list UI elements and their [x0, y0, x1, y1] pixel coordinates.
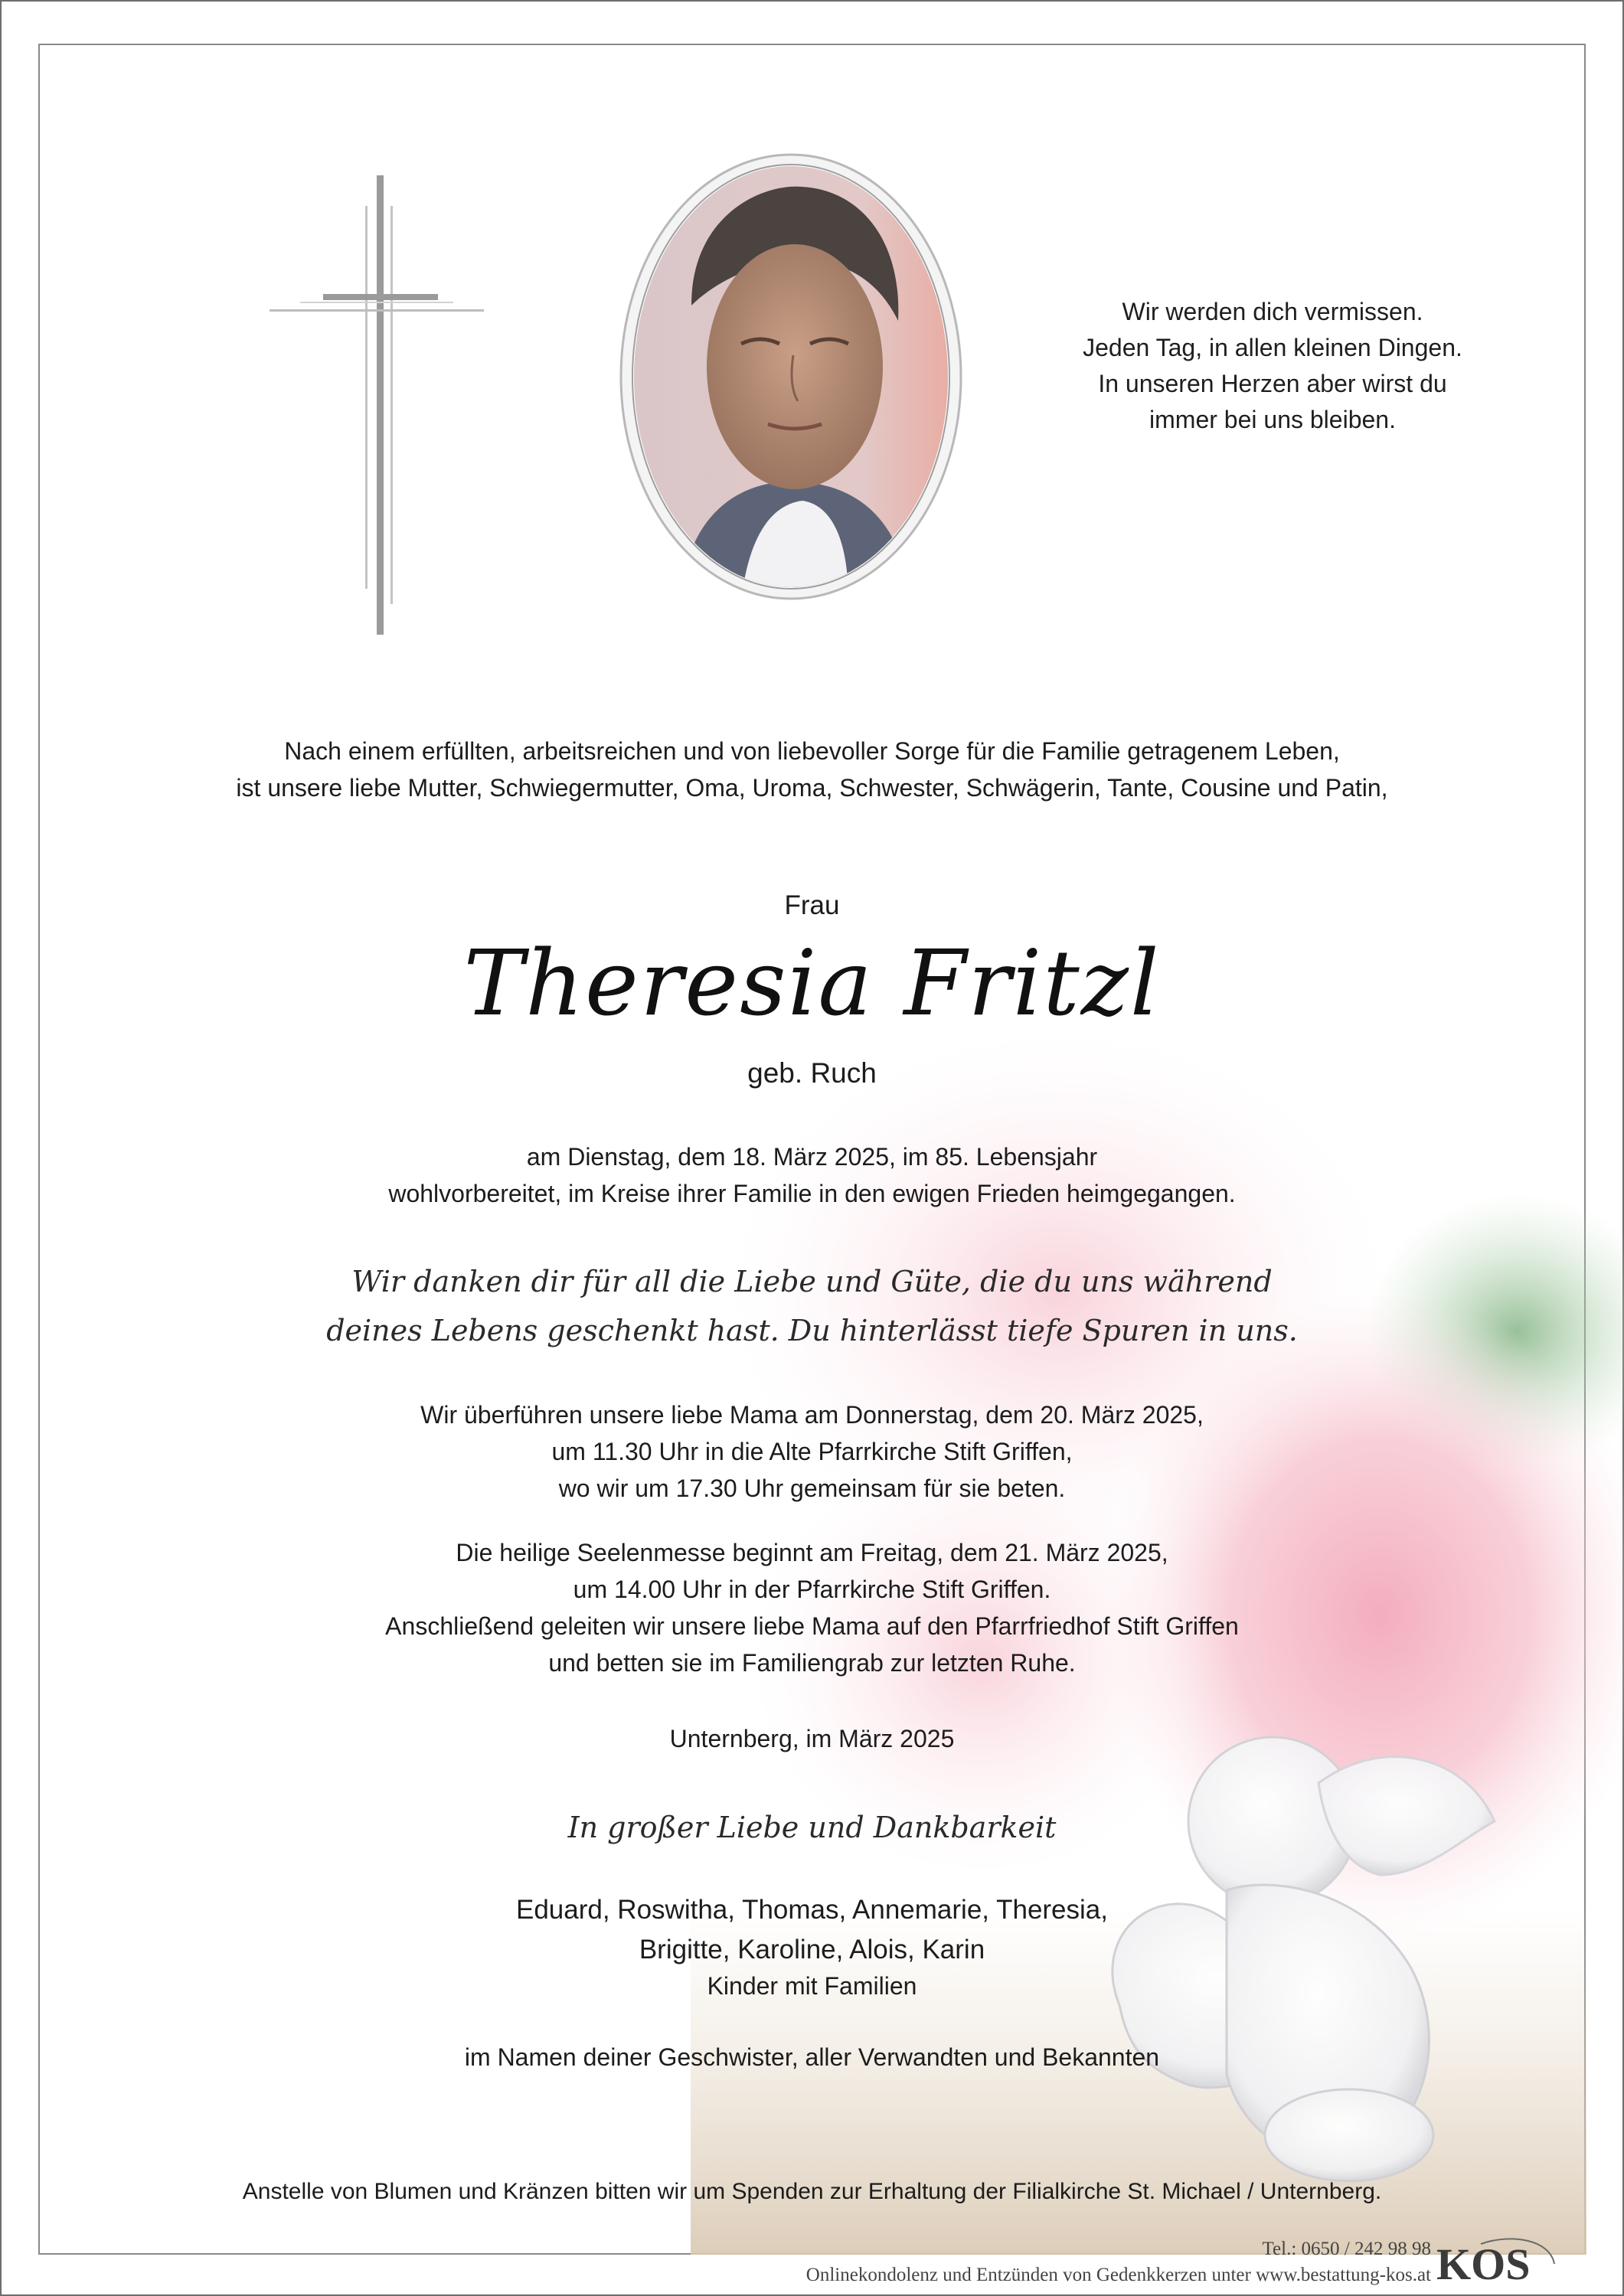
- transfer-line: um 11.30 Uhr in die Alte Pfarrkirche Stift Griffen,: [551, 1438, 1073, 1465]
- mass-info: [40, 1534, 1584, 1681]
- death-line: wohlvorbereitet, im Kreise ihrer Familie in den ewigen Frieden heimgegangen.: [388, 1180, 1236, 1207]
- death-line: am Dienstag, dem 18. März 2025, im 85. Lebensjahr: [526, 1143, 1098, 1171]
- death-notice: [40, 1138, 1584, 1212]
- footer-contact: [806, 2236, 1431, 2288]
- mass-line: Die heilige Seelenmesse beginnt am Freitag, dem 21. März 2025,: [456, 1539, 1168, 1566]
- family-line: Eduard, Roswitha, Thomas, Annemarie, Theresia,: [516, 1895, 1108, 1925]
- family-subtitle: Kinder mit Familien: [707, 1972, 917, 2000]
- quote-line: Wir danken dir für all die Liebe und Güte, die du uns während: [351, 1265, 1273, 1298]
- transfer-info: [40, 1396, 1584, 1507]
- kos-logo: [1435, 2233, 1557, 2288]
- family-line: Brigitte, Karoline, Alois, Karin: [639, 1935, 985, 1965]
- poem: [1035, 294, 1510, 438]
- transfer-line: wo wir um 17.30 Uhr gemeinsam für sie beten.: [558, 1475, 1066, 1502]
- quote-line: deines Lebens geschenkt hast. Du hinterlässt tiefe Spuren in uns.: [326, 1314, 1298, 1347]
- donation-request: Anstelle von Blumen und Kränzen bitten wir um Spenden zur Erhaltung der Filialkirche St. Michael / Unternberg.: [242, 2179, 1382, 2204]
- poem-line: In unseren Herzen aber wirst du: [1098, 370, 1447, 397]
- place-date: Unternberg, im März 2025: [669, 1725, 955, 1752]
- intro-line: Nach einem erfüllten, arbeitsreichen und von liebevoller Sorge für die Familie getragenem Leben,: [284, 737, 1340, 765]
- poem-line: immer bei uns bleiben.: [1149, 406, 1396, 433]
- transfer-line: Wir überführen unsere liebe Mama am Donnerstag, dem 20. März 2025,: [420, 1401, 1204, 1429]
- cross-icon: [231, 175, 484, 635]
- family-names: [40, 1890, 1584, 1970]
- relatives-line: im Namen deiner Geschwister, aller Verwandten und Bekannten: [464, 2043, 1160, 2071]
- parte-card: [38, 44, 1586, 2289]
- footer-phone: Tel.: 0650 / 242 98 98: [1262, 2239, 1431, 2259]
- thanks-quote: [40, 1257, 1584, 1355]
- portrait-photo: [619, 152, 963, 601]
- footer-online: Onlinekondolenz und Entzünden von Gedenkkerzen unter www.bestattung-kos.at: [805, 2265, 1431, 2285]
- maiden-name: geb. Ruch: [747, 1057, 877, 1089]
- mass-line: und betten sie im Familiengrab zur letzten Ruhe.: [548, 1649, 1076, 1677]
- logo-text: KOS: [1436, 2239, 1531, 2289]
- poem-line: Jeden Tag, in allen kleinen Dingen.: [1083, 334, 1462, 361]
- mass-line: um 14.00 Uhr in der Pfarrkirche Stift Griffen.: [573, 1576, 1051, 1603]
- closing-phrase: In großer Liebe und Dankbarkeit: [567, 1811, 1057, 1844]
- intro-text: [40, 733, 1584, 806]
- salutation: Frau: [784, 890, 840, 920]
- deceased-name: Theresia Fritzl: [463, 930, 1161, 1036]
- mass-line: Anschließend geleiten wir unsere liebe Mama auf den Pfarrfriedhof Stift Griffen: [385, 1612, 1239, 1640]
- intro-line: ist unsere liebe Mutter, Schwiegermutter, Oma, Uroma, Schwester, Schwägerin, Tante, Cousine und Patin,: [236, 774, 1388, 802]
- poem-line: Wir werden dich vermissen.: [1122, 298, 1423, 325]
